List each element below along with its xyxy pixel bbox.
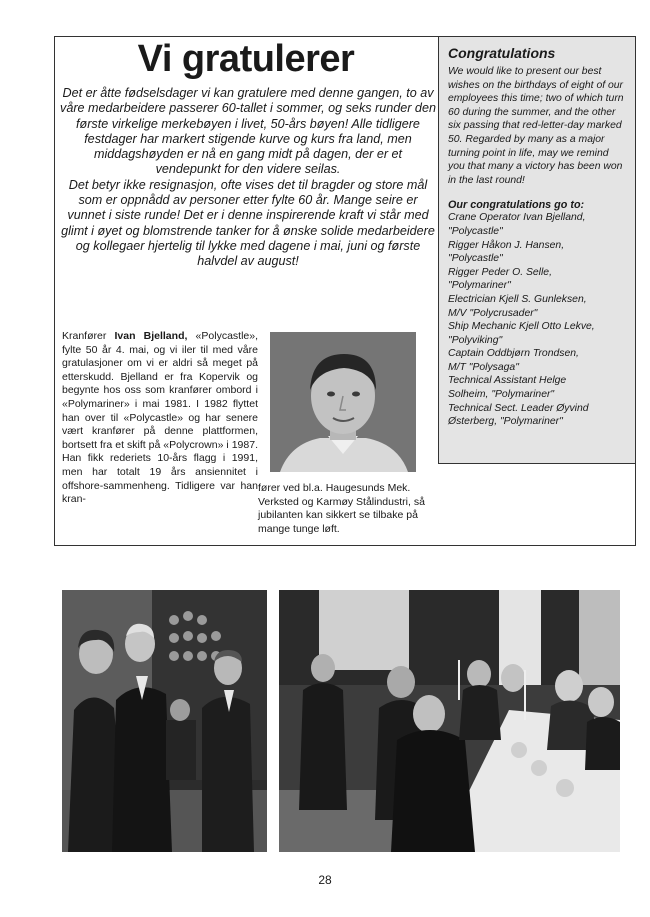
list-item: Technical Assistant Helge (448, 375, 567, 387)
article-body: «Polycastle», fylte 50 år 4. mai, og vi iler til med våre gratulasjoner om vi er aldri så meget på etterskudd. Bjelland er fra Kopervik og begynte hos oss som kranfører ombord i «Polymariner» i mai 1981. I 1982 flyttet han over til «Polycastle» og har senere vært kranfører på denne plattformen, bortsett fra et skift på «Polycrown» i 1987. Han fikk rederiets 10-års flagg i 1991, men har totalt 19 års ansiennitet i offshore-sammenheng. Tidligere var han kran- (62, 330, 258, 506)
list-item: Electrician Kjell S. Gunleksen, (448, 293, 587, 305)
headline: Vi gratulerer (137, 38, 355, 80)
page-number: 28 (318, 873, 332, 887)
list-item: Østerberg, "Polymariner" (448, 416, 563, 428)
sidebar-subtitle: Our congratulations go to: (448, 199, 585, 212)
portrait-photo (270, 332, 416, 472)
list-item: Captain Oddbjørn Trondsen, (448, 348, 579, 360)
english-sidebar (438, 36, 636, 464)
list-item: Rigger Håkon J. Hansen, (448, 239, 565, 251)
reception-photo (62, 590, 267, 852)
list-item: Ship Mechanic Kjell Otto Lekve, (448, 321, 595, 333)
list-item: "Polyviking" (448, 334, 503, 346)
portrait-image (270, 332, 416, 472)
congratulations-list (448, 211, 627, 429)
intro-paragraph-2: Det betyr ikke resignasjon, ofte vises det til bragder og store mål som er oppnådd av personer etter fylte 60 år. Mange seire er vunnet i siste runde! Det er i denne inspirerende kraft vi står med glimt i øyet og blomstrende tanker for å ønske solide medarbeidere og kollegaer hjertelig til lykke med dagene i mai, juni og første halvdel av august! (61, 177, 435, 269)
article-column-1 (62, 330, 258, 507)
list-item: M/T "Polysaga" (448, 361, 519, 373)
article-start: Kranfører (62, 330, 115, 342)
list-item: "Polycastle" (448, 253, 503, 265)
list-item: "Polymariner" (448, 280, 511, 292)
article-column-2: fører ved bl.a. Haugesunds Mek. Verksted og Karmøy Stålindustri, så jubilanten kan sikkert se tilbake på mange tunge løft. (258, 482, 425, 535)
dinner-photo (279, 590, 620, 852)
sidebar-title: Congratulations (448, 45, 556, 61)
list-item: Technical Sect. Leader Øyvind (448, 402, 589, 414)
sidebar-text: We would like to present our best wishes on the birthdays of eight of our employees this time; two of which turn 60 during the summer, and the other six passing that red-letter-day marked 50. Regarded by many as a major turning point in life, may we remind you that many a victory has been won in the last round! (448, 66, 624, 186)
article-name: Ivan Bjelland, (114, 330, 188, 342)
intro-text (60, 86, 436, 270)
list-item: Solheim, "Polymariner" (448, 389, 555, 401)
reception-image (62, 590, 267, 852)
list-item: Rigger Peder O. Selle, (448, 266, 552, 278)
list-item: M/V "Polycrusader" (448, 307, 538, 319)
list-item: "Polycastle" (448, 225, 503, 237)
intro-paragraph-1: Det er åtte fødselsdager vi kan gratulere med denne gangen, to av våre medarbeidere passerer 60-tallet i sommer, og seks runder den første virkelige merkebøyen i livet, 50-års bøyen! Alle tidligere festdager har markert stigende kurve og kurs fra land, men middagshøyden er nå en gang midt på dagen, der er et vendepunkt for den videre seilas. (60, 86, 436, 177)
list-item: Crane Operator Ivan Bjelland, (448, 212, 586, 224)
dinner-image (279, 590, 620, 852)
